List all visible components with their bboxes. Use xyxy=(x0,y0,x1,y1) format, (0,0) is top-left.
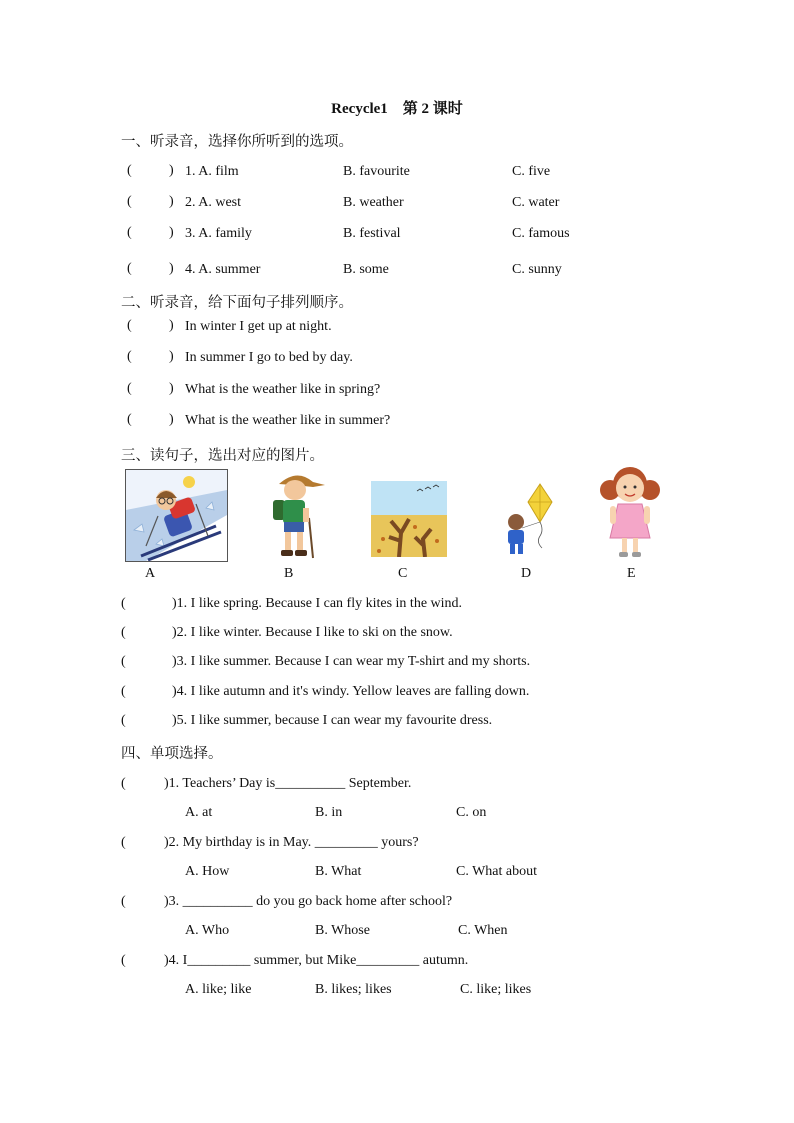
answer-paren-open: ( xyxy=(127,194,132,209)
answer-paren-open: ( xyxy=(127,318,132,333)
picture-label-c: C xyxy=(398,566,408,581)
answer-paren-open: ( xyxy=(121,625,126,640)
picture-kite xyxy=(500,482,554,558)
picture-label-d: D xyxy=(521,566,532,581)
picture-autumn xyxy=(371,481,447,557)
option-c: C. When xyxy=(458,923,508,938)
answer-paren-open: ( xyxy=(121,953,126,968)
answer-paren-close: ) xyxy=(169,163,174,178)
option-a: 1. A. film xyxy=(185,164,239,179)
option-a: A. How xyxy=(185,864,230,879)
autumn-illustration xyxy=(371,481,447,557)
picture-hiker xyxy=(265,470,327,560)
option-b: B. likes; likes xyxy=(315,982,392,997)
section-3-heading: 三、读句子，选出对应的图片。 xyxy=(121,448,324,464)
answer-paren-open: ( xyxy=(121,894,126,909)
option-a: 2. A. west xyxy=(185,195,241,210)
option-c: C. sunny xyxy=(512,262,562,277)
option-a: A. like; like xyxy=(185,982,252,997)
option-c: C. on xyxy=(456,805,487,820)
sentence: )1. I like spring. Because I can fly kites in the wind. xyxy=(172,596,463,611)
sentence: What is the weather like in spring? xyxy=(185,382,381,397)
answer-paren-open: ( xyxy=(121,835,126,850)
answer-paren-open: ( xyxy=(127,225,132,240)
option-c: C. famous xyxy=(512,226,570,241)
option-c: C. water xyxy=(512,195,560,210)
answer-paren-open: ( xyxy=(121,776,126,791)
sentence: What is the weather like in summer? xyxy=(185,413,391,428)
answer-paren-close: ) xyxy=(169,225,174,240)
answer-paren-close: ) xyxy=(169,381,174,396)
option-a: A. Who xyxy=(185,923,230,938)
hiker-illustration xyxy=(265,470,327,560)
answer-paren-close: ) xyxy=(169,318,174,333)
option-b: B. What xyxy=(315,864,362,879)
section-2-heading: 二、听录音，给下面句子排列顺序。 xyxy=(121,295,353,311)
answer-paren-open: ( xyxy=(121,713,126,728)
option-b: B. favourite xyxy=(343,164,410,179)
sentence: )4. I like autumn and it's windy. Yellow leaves are falling down. xyxy=(172,684,530,699)
answer-paren-open: ( xyxy=(121,654,126,669)
sentence: )3. I like summer. Because I can wear my T-shirt and my shorts. xyxy=(172,654,531,669)
picture-skier xyxy=(125,469,228,562)
skier-illustration xyxy=(126,470,227,561)
sentence: In summer I go to bed by day. xyxy=(185,350,353,365)
answer-paren-close: ) xyxy=(169,412,174,427)
answer-paren-open: ( xyxy=(127,412,132,427)
option-b: B. in xyxy=(315,805,343,820)
picture-label-b: B xyxy=(284,566,294,581)
sentence: )2. I like winter. Because I like to ski on the snow. xyxy=(172,625,453,640)
kite-illustration xyxy=(500,482,554,558)
option-b: B. festival xyxy=(343,226,401,241)
question: )1. Teachers’ Day is__________ September. xyxy=(164,776,412,791)
picture-girl-dress xyxy=(596,464,664,560)
answer-paren-open: ( xyxy=(127,381,132,396)
question: )3. __________ do you go back home after school? xyxy=(164,894,453,909)
option-c: C. What about xyxy=(456,864,538,879)
option-c: C. like; likes xyxy=(460,982,532,997)
option-b: B. weather xyxy=(343,195,404,210)
answer-paren-open: ( xyxy=(127,163,132,178)
question: )2. My birthday is in May. _________ yours? xyxy=(164,835,419,850)
picture-label-a: A xyxy=(145,566,156,581)
option-a: 3. A. family xyxy=(185,226,252,241)
option-a: A. at xyxy=(185,805,213,820)
section-4-heading: 四、单项选择。 xyxy=(121,746,223,762)
answer-paren-open: ( xyxy=(127,261,132,276)
answer-paren-open: ( xyxy=(121,596,126,611)
answer-paren-open: ( xyxy=(121,684,126,699)
page-title: Recycle1 第 2 课时 xyxy=(331,101,463,117)
answer-paren-open: ( xyxy=(127,349,132,364)
answer-paren-close: ) xyxy=(169,349,174,364)
picture-label-e: E xyxy=(627,566,636,581)
sentence: In winter I get up at night. xyxy=(185,319,332,334)
option-b: B. Whose xyxy=(315,923,370,938)
girl-illustration xyxy=(596,464,664,560)
option-a: 4. A. summer xyxy=(185,262,261,277)
sentence: )5. I like summer, because I can wear my favourite dress. xyxy=(172,713,493,728)
section-1-heading: 一、听录音，选择你所听到的选项。 xyxy=(121,134,353,150)
option-c: C. five xyxy=(512,164,551,179)
option-b: B. some xyxy=(343,262,389,277)
answer-paren-close: ) xyxy=(169,194,174,209)
answer-paren-close: ) xyxy=(169,261,174,276)
question: )4. I_________ summer, but Mike_________ autumn. xyxy=(164,953,469,968)
